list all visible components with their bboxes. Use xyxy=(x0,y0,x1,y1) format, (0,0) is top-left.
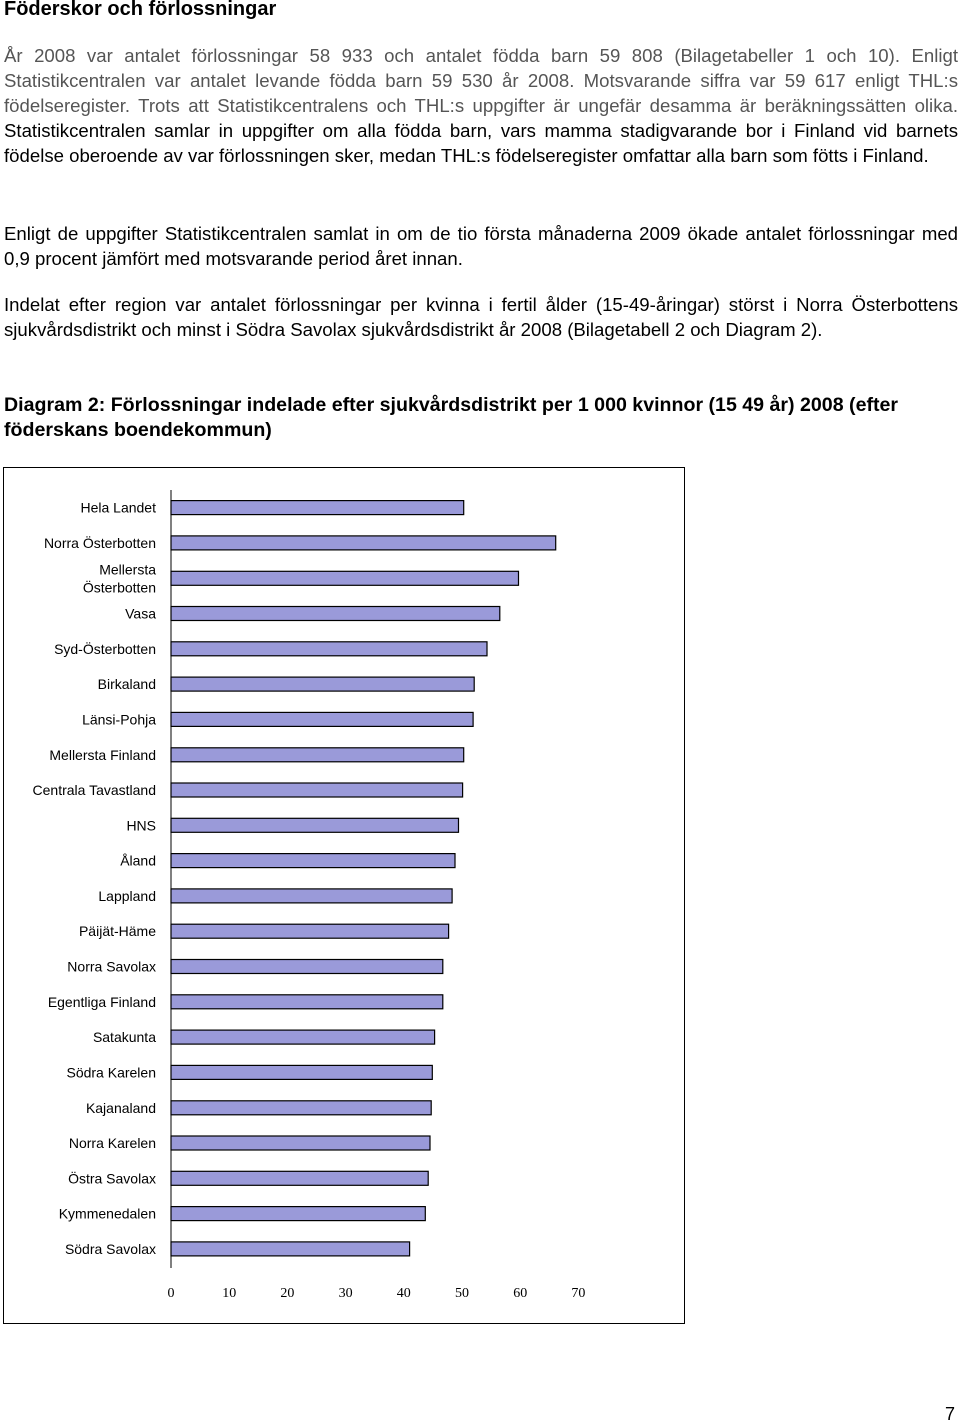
x-tick-label-0: 0 xyxy=(167,1286,175,1301)
category-label-9: HNS xyxy=(126,817,156,834)
x-tick-label-2: 20 xyxy=(280,1286,295,1301)
chart-frame xyxy=(3,467,685,1324)
category-label-8: Centrala Tavastland xyxy=(32,782,156,798)
page-number: 7 xyxy=(945,1404,956,1424)
paragraph-births-part2: Statistikcentralen samlar in uppgifter om alla födda barn, vars mamma stadigvarande bor i Finland vid barnets födelse oberoende av var förlossningen sker, medan THL:s födelseregister omfattar alla barn som fötts i Finland. xyxy=(4,120,958,166)
category-label-3: Vasa xyxy=(125,605,156,622)
category-label-0: Hela Landet xyxy=(80,499,156,516)
category-label-12: Päijät-Häme xyxy=(78,923,156,940)
category-label-15: Satakunta xyxy=(92,1029,156,1046)
category-label-6: Länsi-Pohja xyxy=(82,711,156,728)
x-tick-label-1: 10 xyxy=(222,1286,237,1301)
category-label-14: Egentliga Finland xyxy=(47,993,156,1010)
bar-16 xyxy=(171,1065,432,1079)
category-label-21: Södra Savolax xyxy=(64,1240,156,1257)
bar-9 xyxy=(171,818,459,832)
category-label-11: Lappland xyxy=(98,887,156,904)
x-tick-label-3: 30 xyxy=(338,1286,353,1301)
x-tick-label-7: 70 xyxy=(571,1286,586,1301)
category-label-2: Mellersta Österbotten xyxy=(82,561,156,596)
paragraph-births xyxy=(4,43,958,168)
category-label-1: Norra Österbotten xyxy=(43,534,156,551)
category-label-17: Kajanaland xyxy=(85,1099,156,1116)
bar-chart xyxy=(4,468,686,1325)
bar-15 xyxy=(171,1030,435,1044)
category-label-16: Södra Karelen xyxy=(66,1064,156,1081)
bar-11 xyxy=(171,889,452,903)
bar-6 xyxy=(171,712,473,726)
category-label-18: Norra Karelen xyxy=(68,1135,156,1151)
category-label-19: Östra Savolax xyxy=(68,1170,156,1187)
bar-19 xyxy=(171,1171,428,1185)
bar-10 xyxy=(171,854,455,868)
category-label-7: Mellersta Finland xyxy=(49,746,156,763)
bar-1 xyxy=(171,536,556,550)
bar-0 xyxy=(171,501,464,515)
x-tick-label-5: 50 xyxy=(455,1286,469,1301)
bar-17 xyxy=(171,1101,431,1115)
section-heading: Föderskor och förlossningar xyxy=(4,0,277,20)
bar-2 xyxy=(171,571,519,585)
bar-7 xyxy=(171,748,464,762)
category-label-5: Birkaland xyxy=(97,676,156,693)
bar-3 xyxy=(171,607,500,621)
bar-4 xyxy=(171,642,487,656)
chart-caption: Diagram 2: Förlossningar indelade efter sjukvårdsdistrikt per 1 000 kvinnor (15 49 år) 2008 (efter föderskans boendekommun) xyxy=(4,394,899,441)
bar-13 xyxy=(171,960,443,974)
category-label-10: Åland xyxy=(120,852,156,869)
paragraph-births-part1: År 2008 var antalet förlossningar 58 933 och antalet födda barn 59 808 (Bilagetabeller 1 och 10). Enligt Statistikcentralen var antalet levande födda barn 59 530 år 2008. Motsvarande siffra var 59 617 enligt THL:s födelseregister. Trots att Statistikcentralens och THL:s uppgifter är ungefär desamma är beräkningssätten olika. xyxy=(4,45,958,116)
paragraph-regions: Indelat efter region var antalet förlossningar per kvinna i fertil ålder (15-49-åringar) störst i Norra Österbottens sjukvårdsdistrikt och minst i Södra Savolax sjukvårdsdistrikt år 2008 (Bilagetabell 2 och Diagram 2). xyxy=(4,294,958,340)
paragraph-trend: Enligt de uppgifter Statistikcentralen samlat in om de tio första månaderna 2009 ökade antalet förlossningar med 0,9 procent jämfört med motsvarande period året innan. xyxy=(4,223,958,269)
x-tick-label-6: 60 xyxy=(513,1286,528,1301)
bar-14 xyxy=(171,995,443,1009)
category-label-13: Norra Savolax xyxy=(67,958,156,975)
category-label-4: Syd-Österbotten xyxy=(54,640,156,657)
bar-5 xyxy=(171,677,474,691)
bar-21 xyxy=(171,1242,410,1256)
bar-20 xyxy=(171,1207,425,1221)
bar-18 xyxy=(171,1136,430,1150)
bar-12 xyxy=(171,924,449,938)
category-label-20: Kymmenedalen xyxy=(58,1205,156,1222)
x-tick-label-4: 40 xyxy=(396,1286,411,1301)
bar-8 xyxy=(171,783,463,797)
